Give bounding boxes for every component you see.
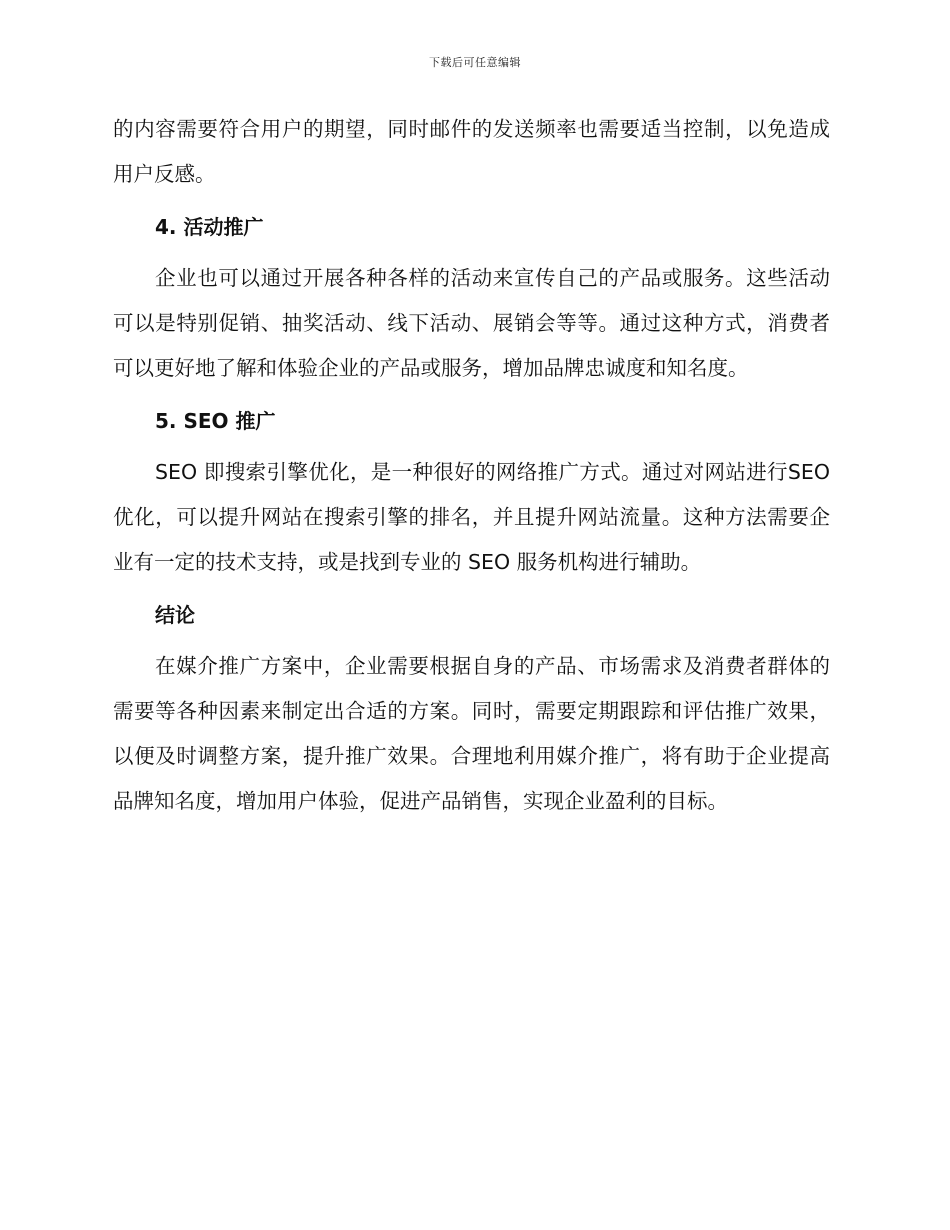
paragraph-seo-promotion: SEO 即搜索引擎优化，是一种很好的网络推广方式。通过对网站进行SEO 优化，可以提升网站在搜索引擎的排名，并且提升网站流量。这种方法需要企业有一定的技术支持，或是找到专业的 SEO 服务机构进行辅助。: [113, 460, 830, 574]
section-heading-activity-promotion: 4. 活动推广: [155, 215, 264, 239]
paragraph-activity-promotion: 企业也可以通过开展各种各样的活动来宣传自己的产品或服务。这些活动可以是特别促销、抽奖活动、线下活动、展销会等等。通过这种方式，消费者可以更好地了解和体验企业的产品或服务，增加品牌忠诚度和知名度。: [113, 266, 830, 380]
paragraph-email-continuation: 的内容需要符合用户的期望，同时邮件的发送频率也需要适当控制，以免造成用户反感。: [113, 117, 830, 186]
page-header: 下载后可任意编辑: [429, 56, 521, 69]
paragraph-conclusion: 在媒介推广方案中，企业需要根据自身的产品、市场需求及消费者群体的需要等各种因素来制定出合适的方案。同时，需要定期跟踪和评估推广效果，以便及时调整方案，提升推广效果。合理地利用媒介推广，将有助于企业提高品牌知名度，增加用户体验，促进产品销售，实现企业盈利的目标。: [113, 654, 830, 813]
section-heading-conclusion: 结论: [155, 603, 195, 627]
section-heading-seo-promotion: 5. SEO 推广: [155, 409, 276, 433]
document-body: [113, 107, 830, 837]
